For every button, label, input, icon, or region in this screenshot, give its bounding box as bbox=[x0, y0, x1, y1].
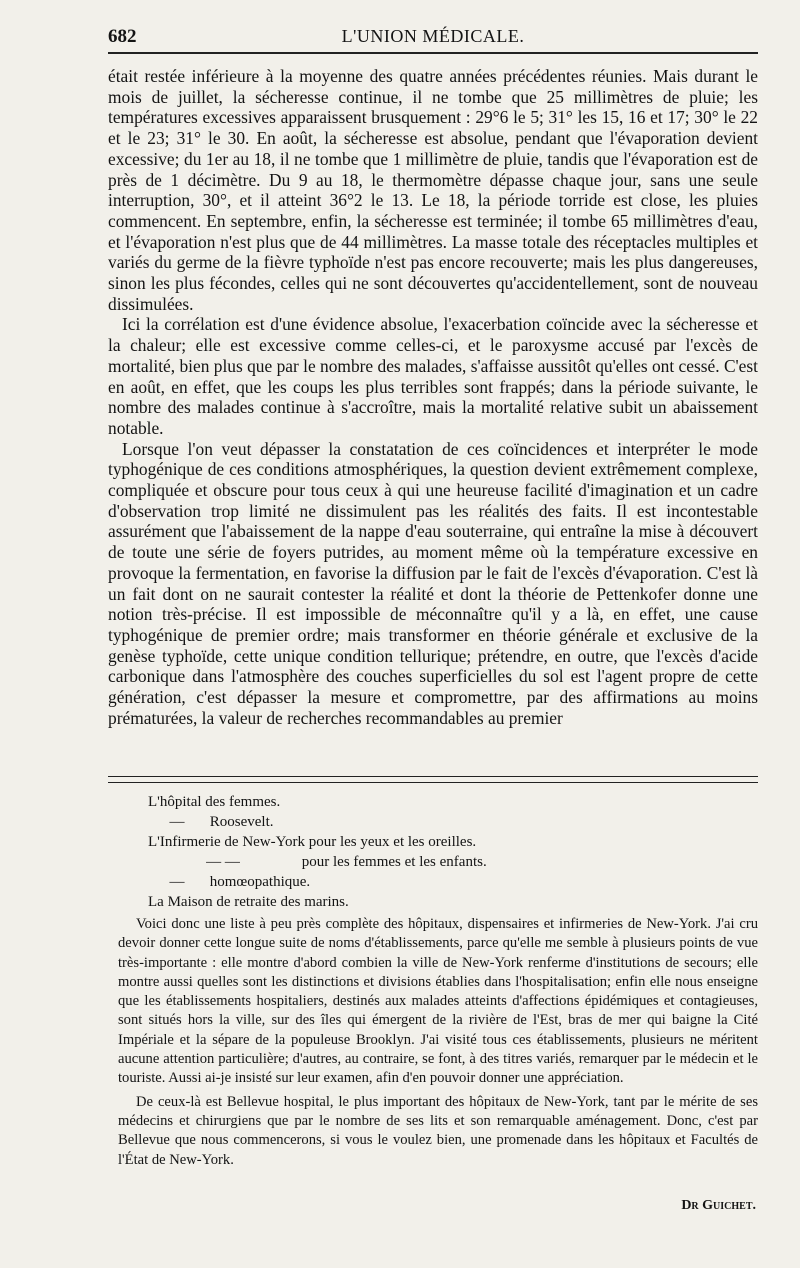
list-item-prefix: — bbox=[169, 874, 185, 890]
list-item-text: homœopathique. bbox=[209, 874, 311, 890]
main-text bbox=[108, 66, 758, 729]
main-paragraph: était restée inférieure à la moyenne des quatre années précédentes réunies. Mais durant le mois de juillet, la sécheresse continue, il ne tombe que 25 millimètres de pluie; les températures excessives apparaissent brusquement : 29°6 le 5; 31° les 15, 16 et 17; 30° le 22 et le 23; 31° le 30. En août, la sécheresse est absolue, pendant que l'évaporation devient excessive; du 1er au 18, il ne tombe que 1 millimètre de pluie, tandis que l'évaporation est de près de 1 décimètre. Du 9 au 18, le thermomètre dépasse chaque jour, sans une seule interruption, 30°, et il atteint 36°2 le 13. Le 18, la période torride est close, les pluies commencent. En septembre, enfin, la sécheresse est terminée; il tombe 65 millimètres d'eau, et l'évaporation n'est plus que de 44 millimètres. La masse totale des réceptacles multiples et variés du germe de la fièvre typhoïde n'est pas encore recouverte; mais les plus dangereuses, sinon les plus fécondes, celles qui ne sont découvertes qu'accidentellement, sont de nouveau dissimulées. bbox=[108, 66, 758, 314]
list-item-text: pour les femmes et les enfants. bbox=[301, 854, 487, 870]
header-rule bbox=[108, 52, 758, 54]
running-title: L'UNION MÉDICALE. bbox=[341, 26, 525, 46]
main-paragraph: Lorsque l'on veut dépasser la constatation de ces coïncidences et interpréter le mode typhogénique de ces conditions atmosphériques, la question devient extrêmement complexe, compliquée et obscure pour tous ceux à qui une heureuse facilité d'imagination et un cadre d'observation trop limité ne dissimulent pas les réalités des faits. Il est incontestable assurément que l'abaissement de la nappe d'eau souterraine, qui entraîne la mise à découvert de toute une série de foyers putrides, au moment même où la température excessive en provoque la fermentation, en favorise la diffusion par le fait de l'excès d'évaporation. C'est là un fait dont on ne saurait contester la réalité et dont la théorie de Pettenkofer donne une notion très-précise. Il est impossible de méconnaître qu'il y a là, en effet, une cause typhogénique de premier ordre; mais transformer en théorie générale et exclusive de la genèse typhoïde, cette unique condition tellurique; prétendre, en outre, que l'excès d'acide carbonique dans l'atmosphère des couches superficielles du sol est l'agent propre de cette génération, c'est dépasser la mesure et compromettre, par des affirmations au moins prématurées, la valeur de recherches recommandables au premier bbox=[108, 438, 758, 728]
section-divider bbox=[108, 776, 758, 783]
author-signature: Dr Guichet. bbox=[681, 1198, 756, 1213]
list-item bbox=[148, 832, 758, 852]
footnote-paragraph: De ceux-là est Bellevue hospital, le plus important des hôpitaux de New-York, tant par le mérite de ses médecins et chirurgiens que par le nombre de ses lits et son remarquable aménagement. Donc, c'est par Bellevue que nous commencerons, si vous le voulez bien, une promenade dans les hôpitaux et Facultés de l'État de New-York. bbox=[118, 1093, 758, 1168]
list-item-text: Roosevelt. bbox=[209, 814, 274, 830]
footnote-text bbox=[118, 915, 758, 1170]
hospital-list bbox=[148, 792, 758, 912]
list-item bbox=[148, 892, 758, 912]
footnote-paragraph: Voici donc une liste à peu près complète des hôpitaux, dispensaires et infirmeries de New-York. J'ai cru devoir donner cette longue suite de noms d'établissements, parce qu'elle me semble à plusieurs points de vue très-importante : elle montre d'abord combien la ville de New-York renferme d'institutions de secours; elle montre aussi quelles sont les distinctions et divisions établies dans l'hospitalisation; enfin elle nous enseigne que les établissements hospitaliers, destinés aux malades atteints d'affections épidémiques et contagieuses, sont situés hors la ville, sur des îles qui émergent de la rivière de l'Est, bras de mer qui baigne la Cité Impériale et la sépare de la populeuse Brooklyn. J'ai visité tous ces établissements, plusieurs ne méritent aucune attention particulière; d'autres, au contraire, se font, à des titres variés, remarquer par le médecin et le touriste. Aussi ai-je insisté sur leur examen, afin d'en pouvoir donner une appréciation. bbox=[118, 916, 758, 1087]
main-paragraph: Ici la corrélation est d'une évidence absolue, l'exacerbation coïncide avec la sécheresse et la chaleur; elle est excessive comme celles-ci, et le paroxysme accusé par l'excès de mortalité, bien plus que par le nombre des malades, s'affaisse aussitôt qu'elles ont cessé. C'est en août, en effet, que les coups les plus terribles sont frappés; dans la période suivante, le nombre des malades continue à s'accroître, mais la mortalité relative subit un abaissement notable. bbox=[108, 314, 758, 438]
list-item bbox=[148, 872, 758, 892]
list-item bbox=[148, 812, 758, 832]
list-item-text: L'hôpital des femmes. bbox=[148, 794, 281, 810]
list-item-prefix: — — bbox=[206, 854, 240, 870]
page-number: 682 bbox=[108, 26, 137, 47]
page-header bbox=[108, 26, 758, 50]
list-item bbox=[148, 852, 758, 872]
list-item bbox=[148, 792, 758, 812]
list-item-prefix: — bbox=[169, 814, 185, 830]
list-item-text: La Maison de retraite des marins. bbox=[148, 894, 349, 910]
list-item-text: L'Infirmerie de New-York pour les yeux et les oreilles. bbox=[148, 834, 477, 850]
